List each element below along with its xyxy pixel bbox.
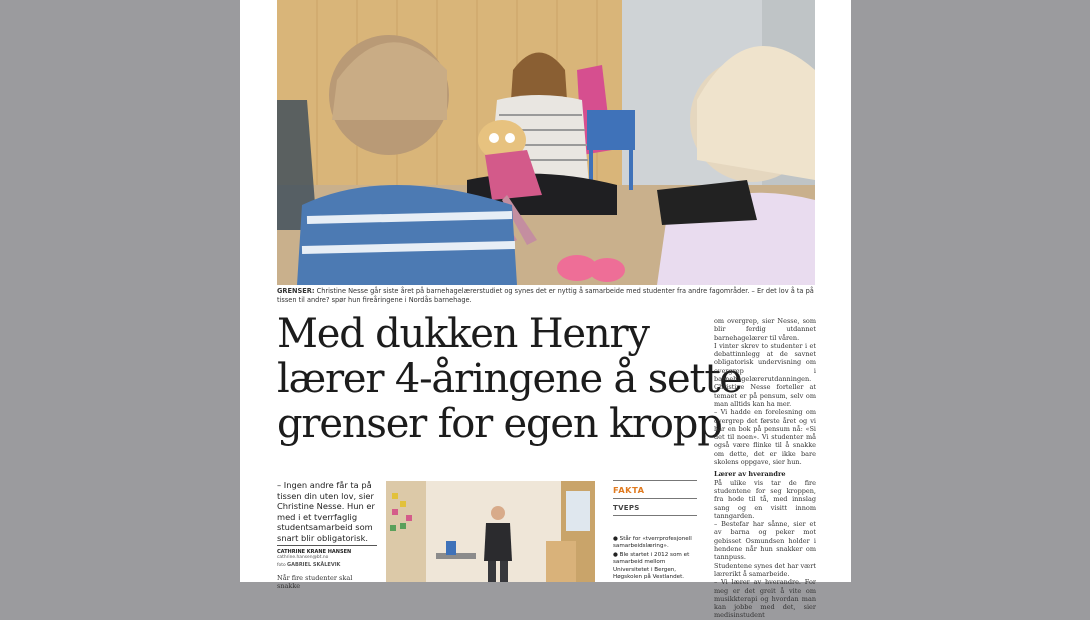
photo-caption	[277, 287, 817, 305]
byline	[277, 549, 387, 569]
fact-box-title: FAKTA	[613, 485, 645, 495]
body-paragraph: Studentene synes det har vært lærerikt å samarbeide.	[714, 561, 816, 578]
photographer-name: GABRIEL SKÅLEVIK	[287, 561, 341, 568]
author-email: cathrine.hansen@bt.no	[277, 555, 329, 561]
byline-divider	[277, 545, 377, 546]
kindergarten-photo-illustration	[277, 0, 815, 285]
fact-box	[613, 480, 697, 582]
body-paragraph: I vinter skrev to studenter i et debattinnlegg at de savnet obligatorisk undervisning om overgrep i barnehagelærerutdanningen. Christine Nesse forteller at temaet er på pensum, selv om man alltids kan ha mer.	[714, 341, 816, 408]
body-paragraph: – Vi lærer av hverandre. For meg er det greit å vite om musikkterapi og hvordan man kan jobbe med det, sier medisinstudent	[714, 578, 816, 620]
headline	[277, 311, 742, 447]
caption-text: Christine Nesse går siste året på barnehagelærerstudiet og synes det er nyttig å samarbeide med studenter fra andre fagområder. – Er det lov å ta på tissen til andre? spør hun fireåringene i Nordås barnehage.	[277, 287, 814, 304]
lead-paragraph: – Ingen andre får ta på tissen din uten lov, sier Christine Nesse. Hun er med i et tverrfaglig studentsamarbeid som snart blir obligatorisk.	[277, 480, 375, 543]
photo-credit-prefix: foto	[277, 562, 286, 568]
main-photo	[277, 0, 815, 285]
caption-label: GRENSER:	[277, 287, 315, 295]
fact-item: ● Ble startet i 2012 som et samarbeid mellom Universitetet i Bergen, Høgskolen på Vestlandet.	[613, 551, 690, 581]
fact-box-rule	[613, 515, 697, 516]
body-paragraph: – Bestefar har sånne, sier et av barna og peker mot gebisset Osmundsen holder i hendene når hun snakker om tannpuss.	[714, 520, 816, 562]
author-name: CATHRINE KRANE HANSEN	[277, 549, 352, 555]
classroom-photo-illustration	[386, 481, 595, 582]
fact-box-items	[613, 536, 697, 581]
body-paragraph: På ulike vis tar de fire studentene for seg kroppen, fra hode til tå, med innslag sang og en visitt innom tanngarden.	[714, 478, 816, 520]
headline-line-2: lærer 4-åringene å sette	[277, 356, 742, 402]
subheading: Lærer av hverandre	[714, 470, 786, 479]
fact-box-subtitle: TVEPS	[613, 504, 640, 512]
headline-line-1: Med dukken Henry	[277, 311, 649, 357]
fact-item: ● Står for «tverrprofesjonell samarbeidslæring».	[613, 536, 692, 550]
secondary-photo	[386, 481, 595, 582]
article-body-right-column	[714, 317, 816, 620]
headline-line-3: grenser for egen kropp	[277, 401, 722, 447]
body-paragraph: om overgrep, sier Nesse, som blir ferdig utdannet barnehagelærer til våren.	[714, 317, 816, 342]
body-start: Når fire studenter skal snakke	[277, 574, 353, 590]
newspaper-page	[240, 0, 851, 620]
body-paragraph: – Vi hadde en forelesning om overgrep det første året og vi har en bok på pensum nå: «Si det til noen». Vi studenter må også være flinke til å snakke om dette, det er ikke bare skolens oppgave, sier hun.	[714, 408, 816, 467]
